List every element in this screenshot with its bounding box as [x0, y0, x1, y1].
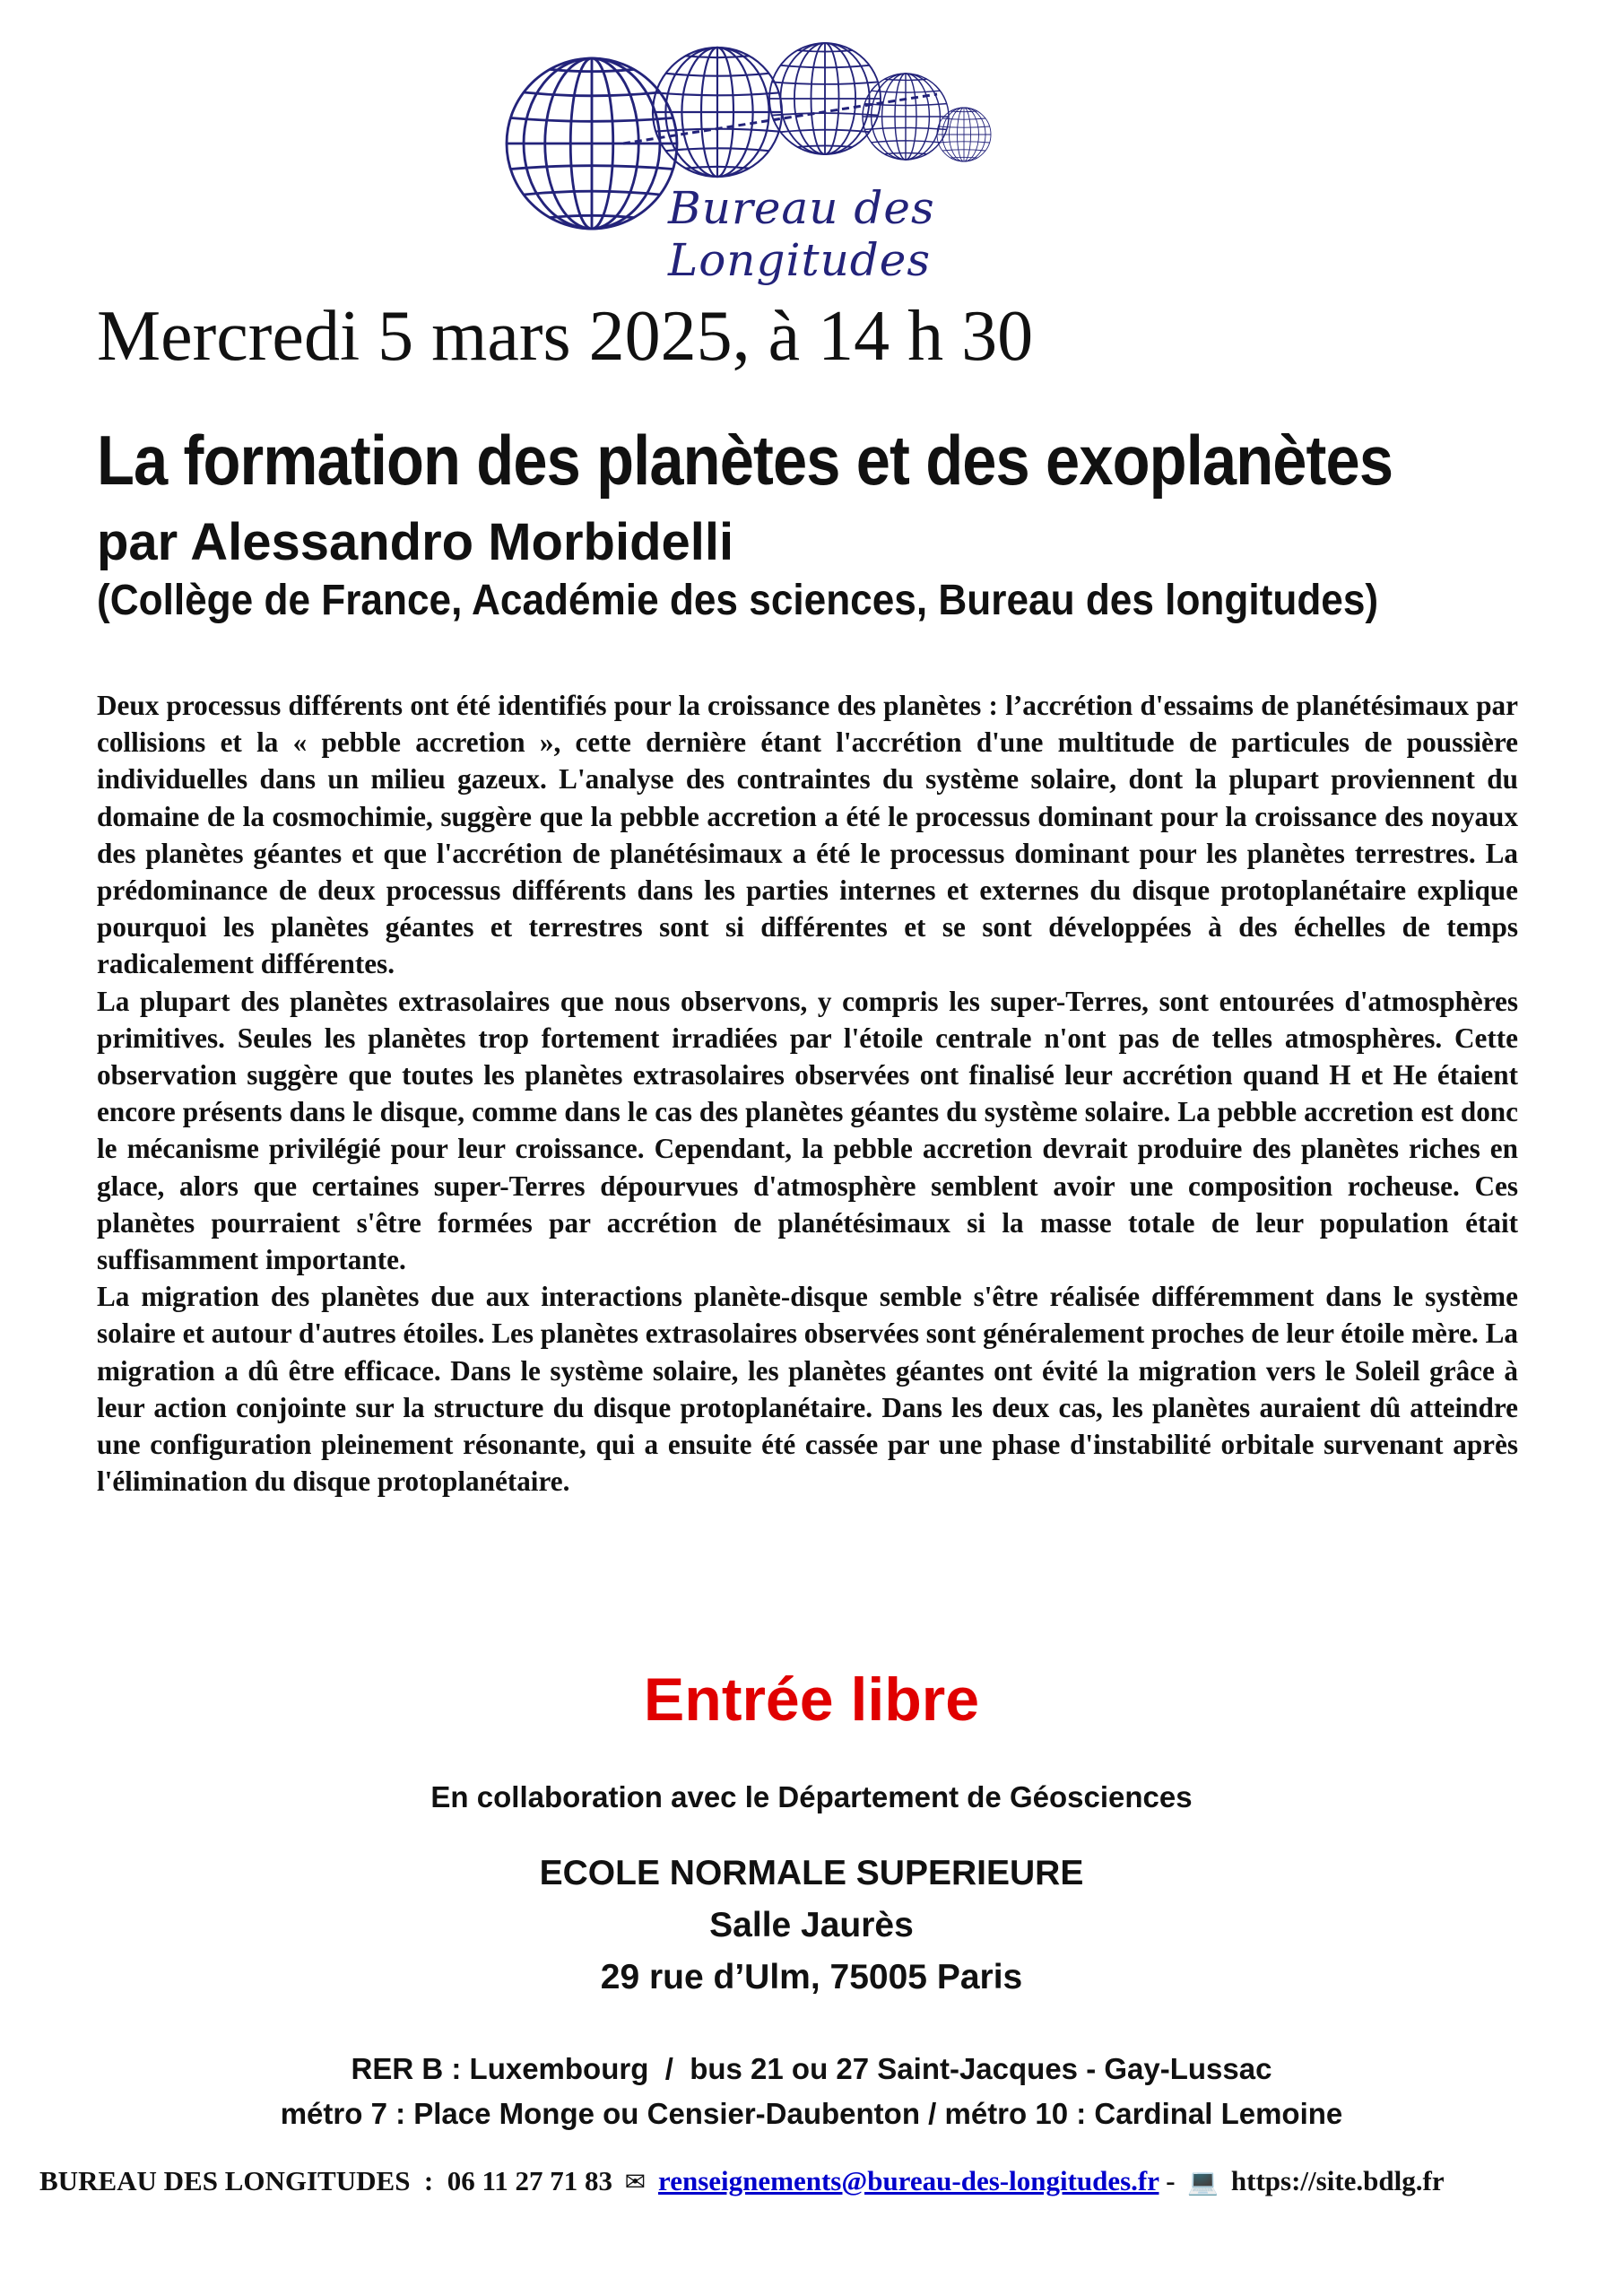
footer-separator: -	[1166, 2165, 1176, 2196]
globe-2	[653, 48, 782, 177]
event-date: Mercredi 5 mars 2025, à 14 h 30	[97, 297, 1034, 376]
globe-4	[863, 74, 949, 160]
free-entry-label: Entrée libre	[643, 1665, 980, 1734]
collaboration-note: En collaboration avec le Département de Géosciences	[430, 1780, 1193, 1813]
bureau-des-longitudes-logo	[489, 31, 1072, 286]
abstract-paragraph: La migration des planètes due aux interactions planète-disque semble s'être réalisée différemment dans le système solaire et autour d'autres étoiles. Les planètes extrasolaires observées sont généralement proches de leur étoile mère. La migration a dû être efficace. Dans le système solaire, les planètes géantes ont évité la migration vers le Soleil grâce à leur action conjointe sur la structure du disque protoplanétaire. Dans les deux cas, les planètes auraient dû atteindre une configuration pleinement résonante, qui a ensuite été cassée par une phase d'instabilité orbitale survenant après l'élimination du disque protoplanétaire.	[97, 1281, 1518, 1498]
computer-icon: 💻	[1187, 2167, 1219, 2196]
logo-text: Bureau des Longitudes	[668, 182, 935, 286]
abstract-paragraph: Deux processus différents ont été identifiés pour la croissance des planètes : l’accrétion d'essaims de planétésimaux par collisions et la « pebble accretion », cette dernière étant l'accrétion d'une multitude de particules de poussière individuelles dans un milieu gazeux. L'analyse des contraintes du système solaire, dont la plupart proviennent du domaine de la cosmochimie, suggère que la pebble accretion a été le processus dominant pour la croissance des noyaux des planètes géantes et que l'accrétion de planétésimaux a été le processus dominant pour les planètes terrestres. La prédominance de deux processus différents dans les parties internes et externes du disque protoplanétaire explique pourquoi les planètes géantes et terrestres sont si différentes et se sont développées à des échelles de temps radicalement différentes.	[97, 690, 1518, 980]
venue-institution: ECOLE NORMALE SUPERIEURE	[539, 1854, 1084, 1892]
venue-address: 29 rue d’Ulm, 75005 Paris	[600, 1958, 1023, 1996]
footer	[39, 2163, 1600, 2200]
abstract	[97, 687, 1518, 1500]
transport-info	[0, 2047, 1623, 2136]
abstract-paragraph: La plupart des planètes extrasolaires que nous observons, y compris les super-Terres, sont entourées d'atmosphères primitives. Seules les planètes trop fortement irradiées par l'étoile centrale n'ont pas de telles atmosphères. Cette observation suggère que toutes les planètes extrasolaires observées ont finalisé leur accrétion quand H et He étaient encore présents dans le disque, comme dans le cas des planètes géantes du système solaire. La pebble accretion est donc le mécanisme privilégié pour leur croissance. Cependant, la pebble accretion devrait produire des planètes riches en glace, alors que certaines super-Terres dépourvues d'atmosphère semblent avoir une composition rocheuse. Ces planètes pourraient s'être formées par accrétion de planétésimaux si la masse totale de leur population était suffisamment importante.	[97, 985, 1518, 1276]
footer-org-phone: BUREAU DES LONGITUDES : 06 11 27 71 83	[39, 2165, 613, 2196]
transport-line-1: RER B : Luxembourg / bus 21 ou 27 Saint-Jacques - Gay-Lussac	[351, 2052, 1272, 2085]
globe-1	[507, 58, 677, 229]
globe-5	[937, 108, 991, 161]
venue-block	[0, 1848, 1623, 2004]
website-link[interactable]: https://site.bdlg.fr	[1230, 2165, 1445, 2196]
transport-line-2: métro 7 : Place Monge ou Censier-Daubenton / métro 10 : Cardinal Lemoine	[280, 2097, 1343, 2130]
email-link[interactable]: renseignements@bureau-des-longitudes.fr	[658, 2165, 1159, 2196]
speaker-affiliation: (Collège de France, Académie des sciences, Bureau des longitudes)	[97, 577, 1379, 624]
lecture-title: La formation des planètes et des exoplanètes	[97, 421, 1393, 500]
globe-3	[769, 43, 881, 154]
venue-room: Salle Jaurès	[709, 1906, 914, 1944]
speaker-name: par Alessandro Morbidelli	[97, 513, 734, 571]
envelope-icon: ✉	[624, 2167, 647, 2196]
